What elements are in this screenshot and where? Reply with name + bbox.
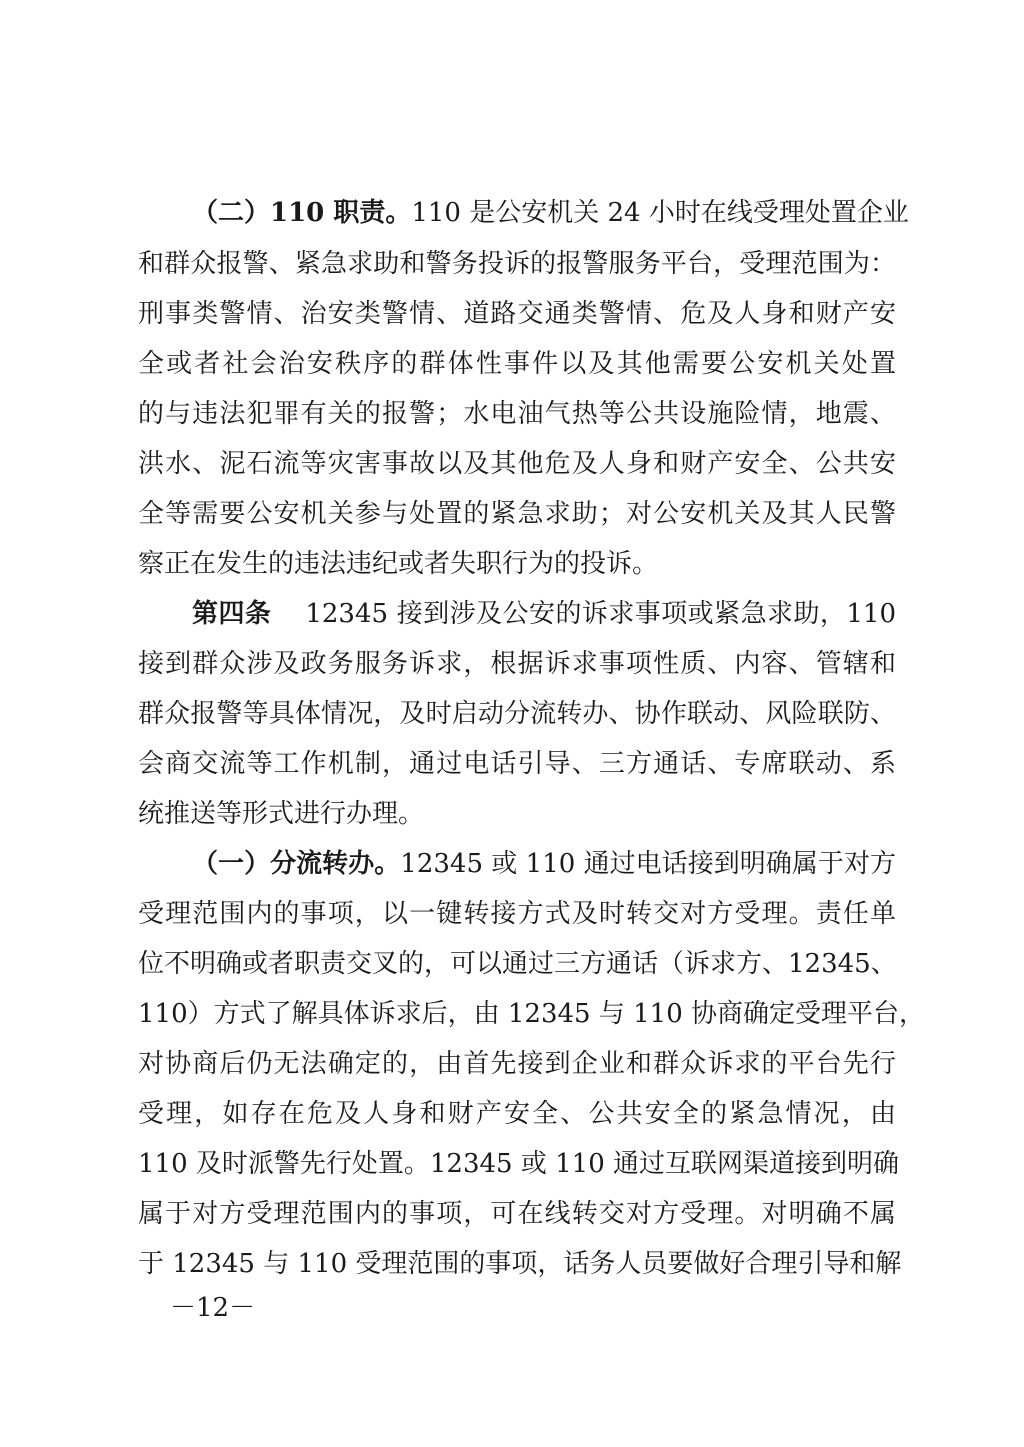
paragraph-line: 刑事类警情、治安类警情、道路交通类警情、危及人身和财产安 [138,299,896,329]
paragraph-line: 受理，如存在危及人身和财产安全、公共安全的紧急情况，由 [138,1099,896,1129]
article-heading: 第四条 [192,599,272,629]
paragraph-text: 12345 接到涉及公安的诉求事项或紧急求助，110 [305,599,896,629]
paragraph-line: 接到群众涉及政务服务诉求，根据诉求事项性质、内容、管辖和 [138,649,896,679]
paragraph-line: 和群众报警、紧急求助和警务投诉的报警服务平台，受理范围为： [138,249,896,279]
paragraph-line: 全或者社会治安秩序的群体性事件以及其他需要公安机关处置 [138,349,896,379]
paragraph-line: 察正在发生的违法违纪或者失职行为的投诉。 [138,549,659,579]
paragraph-text: 110 是公安机关 24 小时在线受理处置企业 [411,198,909,228]
page-number: －12－ [170,1293,256,1323]
paragraph-line: 洪水、泥石流等灾害事故以及其他危及人身和财产安全、公共安 [138,449,896,479]
paragraph-line: 110 及时派警先行处置。12345 或 110 通过互联网渠道接到明确 [138,1149,900,1179]
paragraph-line [192,597,896,631]
paragraph-line: 群众报警等具体情况，及时启动分流转办、协作联动、风险联防、 [138,699,896,729]
section-heading: （二）110 职责。 [192,198,412,228]
paragraph-line [192,196,909,230]
paragraph-line: 位不明确或者职责交叉的，可以通过三方通话（诉求方、12345、 [138,949,897,979]
paragraph-line: 属于对方受理范围内的事项，可在线转交对方受理。对明确不属 [138,1199,896,1229]
paragraph-line: 会商交流等工作机制，通过电话引导、三方通话、专席联动、系 [138,749,896,779]
paragraph-line: 110）方式了解具体诉求后，由 12345 与 110 协商确定受理平台， [138,999,926,1029]
paragraph-line: 受理范围内的事项，以一键转接方式及时转交对方受理。责任单 [138,899,896,929]
paragraph-line: 的与违法犯罪有关的报警；水电油气热等公共设施险情，地震、 [138,399,896,429]
paragraph-line: 统推送等形式进行办理。 [138,799,425,829]
paragraph-line: 对协商后仍无法确定的，由首先接到企业和群众诉求的平台先行 [138,1049,896,1079]
paragraph-line [192,847,896,881]
paragraph-line: 于 12345 与 110 受理范围的事项，话务人员要做好合理引导和解 [138,1249,902,1279]
paragraph-text: 12345 或 110 通过电话接到明确属于对方 [400,849,896,879]
section-heading: （一）分流转办。 [192,849,401,879]
paragraph-line: 全等需要公安机关参与处置的紧急求助；对公安机关及其人民警 [138,499,896,529]
